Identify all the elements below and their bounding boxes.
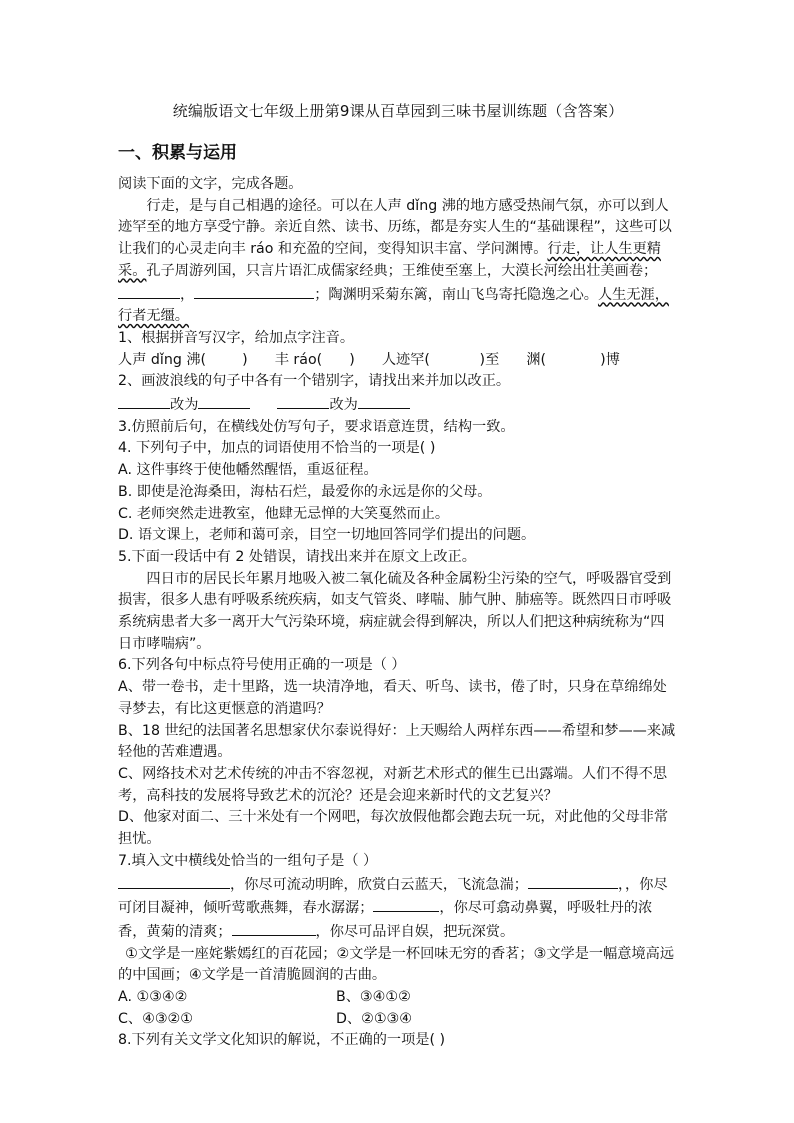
answer-label: 改为: [329, 397, 358, 414]
reading-instruction: 阅读下面的文字，完成各题。: [118, 176, 303, 192]
question-2-answers: [118, 393, 678, 417]
q7-part-1: ，你尽可流动明眸，欣赏白云蓝天，飞流急湍；: [230, 876, 528, 893]
question-4-option-c: C. 老师突然走进教室，他肆无忌惮的大笑戛然而止。: [118, 505, 450, 522]
wavy-sentence-2: 人生无涯，行者无缰。: [118, 286, 669, 325]
question-8: 8.下列有关文学文化知识的解说，不正确的一项是( ): [118, 1032, 446, 1049]
question-4-option-a: A. 这件事终于使他幡然醒悟，重返征程。: [118, 462, 378, 479]
question-6-option-b: B、18 世纪的法国著名思想家伏尔泰说得好：上天赐给人两样东西——希望和梦——来减轻他的苦难遭遇。: [118, 722, 676, 761]
document-title: 统编版语文七年级上册第9课从百草园到三味书屋训练题（含答案）: [172, 102, 624, 120]
question-7-option-b: B、③④①②: [336, 989, 411, 1006]
question-4-option-d: D. 语文课上，老师和蔼可亲，目空一切地回答同学们提出的问题。: [118, 527, 536, 544]
question-7-options-row: [118, 987, 678, 1009]
question-1: 1、根据拼音写汉字，给加点字注音。: [118, 329, 355, 346]
blank-line[interactable]: [118, 283, 180, 299]
question-7-option-d: D、②①③④: [336, 1010, 412, 1027]
blank-line[interactable]: [232, 920, 316, 936]
question-5-text: 四日市的居民长年累月地吸入被二氧化硫及各种金属粉尘污染的空气，呼吸器官受到损害，很多人患有呼吸系统疾病，如支气管炎、哮喘、肺气肿、肺癌等。既然四日市呼吸系统病患者大多一离开大气污染环境，病症就会得到解决，所以人们把这种病统称为“四日市哮喘病”。: [118, 570, 672, 652]
document-page: [118, 100, 678, 1052]
passage-text-c: ；陶渊明采菊东篱，南山飞鸟寄托隐逸之心。: [314, 286, 598, 303]
question-6-option-d: D、他家对面二、三十米处有一个网吧，每次放假他都会跑去玩一玩，对此他的父母非常担忧。: [118, 809, 669, 848]
question-7-option-c: C、④③②①: [118, 1010, 193, 1027]
question-7-sentences: ①文学是一座姹紫嫣红的百花园；②文学是一杯回味无穷的香茗；③文学是一幅意境高远的中国画；④文学是一首清脆圆润的古曲。: [118, 945, 675, 984]
section-heading: 一、积累与运用: [118, 143, 237, 163]
answer-label: 改为: [170, 397, 199, 414]
blank-line[interactable]: [118, 873, 230, 889]
blank-line[interactable]: [118, 393, 170, 409]
q7-part-4: ，你尽可品评自娱，把玩深赏。: [315, 923, 515, 940]
question-7-options-row: [118, 1009, 678, 1031]
question-6-option-a: A、带一卷书，走十里路，选一块清净地，看天、听鸟、读书，倦了时，只身在草绵绵处寻梦去，有比这更惬意的消遣吗？: [118, 679, 667, 717]
wavy-sentence-1: 行走，让人生更精采。: [118, 241, 661, 279]
blank-line[interactable]: [194, 283, 314, 299]
q7-part-3: ，你尽可翕动鼻翼，呼吸牡丹的浓香，黄菊的清爽；: [118, 900, 653, 940]
question-2: 2、画波浪线的句子中各有一个错别字，请找出来并加以改正。: [118, 373, 511, 390]
passage-text-a: 行走，是与自己相遇的途径。可以在人声 dǐng 沸的地方感受热闹气氛，亦可以到人迹罕至的地方享受宁静。亲近自然、读书、历练，都是夯实人生的“基础课程”，这些可以让我们的心灵走向丰 ráo 和充盈的空间，变得知识丰富、学问渊博。: [118, 197, 672, 258]
blank-line[interactable]: [277, 393, 329, 409]
question-1-items: 人声 dǐng 沸( ) 丰 ráo( ) 人迹罕( )至 渊( )博: [118, 351, 620, 368]
question-5: 5.下面一段话中有 2 处错误，请找出来并在原文上改正。: [118, 548, 476, 565]
question-7-option-a: A. ①③④②: [118, 989, 188, 1006]
reading-passage: 行走，是与自己相遇的途径。可以在人声 dǐng 沸的地方感受热闹气氛，亦可以到人迹罕至的地方享受宁静。亲近自然、读书、历练，都是夯实人生的“基础课程”，这些可以让我们的心灵走向丰 ráo 和充盈的空间，变得知识丰富、学问渊博。行走，让人生更精采。孔子周游列国，只言片语汇成儒家经典；王维使至塞上，大漠长河绘出壮美画卷；， ；陶渊明采菊东篱，南山飞鸟寄托隐逸之心。人生无涯，行者无缰。: [118, 197, 672, 325]
blank-line[interactable]: [358, 393, 410, 409]
question-4-option-b: B. 即使是沧海桑田，海枯石烂，最爱你的永远是你的父母。: [118, 483, 492, 500]
question-6: 6.下列各句中标点符号使用正确的一项是（ ）: [118, 657, 406, 674]
question-7-passage: ，你尽可流动明眸，欣赏白云蓝天，飞流急湍； ，，你尽可闭目凝神，倾听莺歌燕舞，春水潺潺； ，你尽可翕动鼻翼，呼吸牡丹的浓香，黄菊的清爽； ，你尽可品评自娱，把玩深赏。: [118, 873, 678, 944]
blank-line[interactable]: [528, 873, 618, 889]
question-6-option-c: C、网络技术对艺术传统的冲击不容忽视，对新艺术形式的催生已出露端。人们不得不思考，高科技的发展将导致艺术的沉沦？还是会迎来新时代的文艺复兴？: [118, 765, 668, 804]
question-7: 7.填入文中横线处恰当的一组句子是（ ）: [118, 852, 378, 869]
blank-line[interactable]: [198, 393, 250, 409]
question-3: 3.仿照前后句，在横线处仿写句子，要求语意连贯，结构一致。: [118, 418, 515, 435]
q7-part-2: ，你尽可闭目凝神，倾听莺歌燕舞，春水潺潺；: [118, 876, 668, 917]
blank-line[interactable]: [373, 896, 439, 912]
passage-text-b: 孔子周游列国，只言片语汇成儒家经典；王维使至塞上，大漠长河绘出壮美画卷；: [146, 262, 658, 279]
question-4: 4. 下列句子中，加点的词语使用不恰当的一项是( ): [118, 440, 436, 457]
